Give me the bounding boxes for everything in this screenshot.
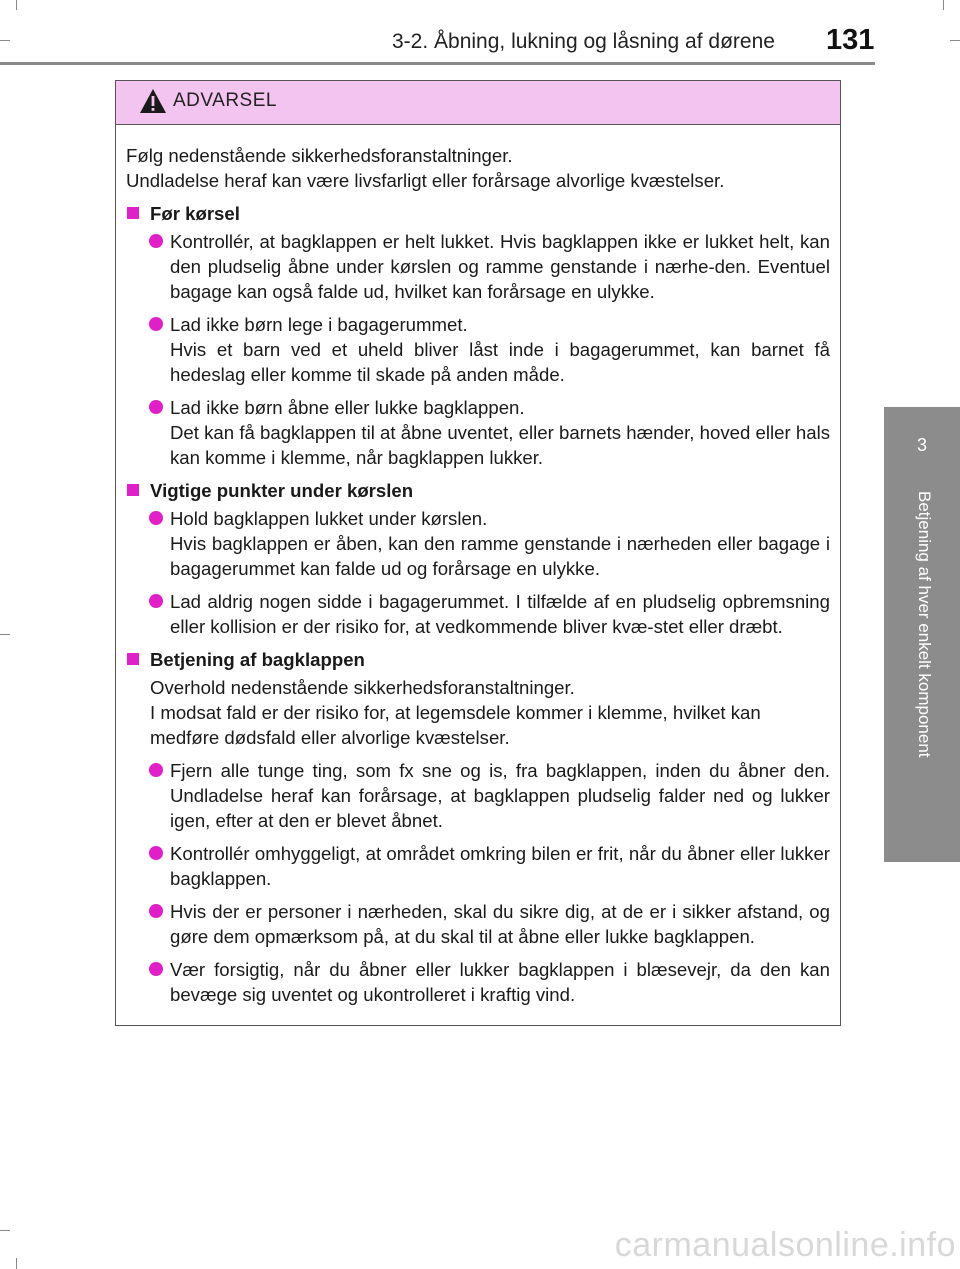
crop-mark (0, 1230, 10, 1231)
list-item-text: Det kan få bagklappen til at åbne uventet, eller barnets hænder, hoved eller hals kan komme i klemme, når bagklappen lukker. (170, 422, 830, 468)
list-item (126, 758, 830, 833)
crop-mark (16, 0, 17, 10)
list-item-text: Hvis et barn ved et uheld bliver låst inde i bagagerummet, kan barnet få hedeslag eller komme til skade på anden måde. (170, 339, 830, 385)
section-heading (126, 478, 830, 503)
round-bullet-icon (149, 962, 163, 976)
list-item (126, 395, 830, 470)
list-item-text: Hvis der er personer i nærheden, skal du sikre dig, at de er i sikker afstand, og gøre dem opmærksom på, at du skal til at åbne eller lukke bagklappen. (170, 901, 830, 947)
chapter-tab (884, 407, 960, 862)
chapter-number: 3 (916, 435, 927, 455)
list-item (126, 506, 830, 581)
section-heading (126, 201, 830, 226)
list-item (126, 957, 830, 1007)
warning-box (115, 80, 841, 1026)
list-item-text: Hold bagklappen lukket under kørslen. (170, 508, 488, 529)
list-item-text: Lad ikke børn lege i bagagerummet. (170, 314, 468, 335)
list-item (126, 229, 830, 304)
list-item-text: Hvis bagklappen er åben, kan den ramme genstande i nærheden eller bagage i bagagerummet kan falde ud og forårsage en ulykke. (170, 533, 830, 579)
warning-triangle-icon (139, 88, 167, 114)
section-heading (126, 647, 830, 672)
round-bullet-icon (149, 763, 163, 777)
list-item-text: Vær forsigtig, når du åbner eller lukker bagklappen i blæsevejr, da den kan bevæge sig uventet og ukontrolleret i kraftig vind. (170, 959, 830, 1005)
list-item (126, 312, 830, 387)
round-bullet-icon (149, 904, 163, 918)
intro-line: Undladelse heraf kan være livsfarligt eller forårsage alvorlige kvæstelser. (126, 170, 725, 191)
crop-mark (0, 634, 10, 635)
square-bullet-icon (127, 484, 139, 496)
header-rule (0, 62, 875, 65)
square-bullet-icon (127, 207, 139, 219)
round-bullet-icon (149, 594, 163, 608)
intro-line: Følg nedenstående sikkerhedsforanstaltninger. (126, 145, 513, 166)
list-item (126, 589, 830, 639)
warning-header (116, 81, 840, 125)
warning-body (116, 125, 840, 1007)
section-title: 3-2. Åbning, lukning og låsning af dørene (392, 30, 775, 53)
section-heading-text: Vigtige punkter under kørslen (150, 480, 414, 501)
crop-mark (950, 40, 960, 41)
section-heading-text: Før kørsel (150, 203, 240, 224)
square-bullet-icon (127, 653, 139, 665)
list-item (126, 899, 830, 949)
round-bullet-icon (149, 234, 163, 248)
warning-label: ADVARSEL (173, 90, 277, 111)
section-heading-text: Betjening af bagklappen (150, 649, 365, 670)
round-bullet-icon (149, 511, 163, 525)
list-item-text: Lad aldrig nogen sidde i bagagerummet. I tilfælde af en pludselig opbremsning eller kollision er der risiko for, at vedkommende bliver kvæ-stet eller dræbt. (170, 591, 830, 637)
chapter-title: Betjening af hver enkelt komponent (915, 491, 934, 758)
round-bullet-icon (149, 317, 163, 331)
warning-intro (126, 143, 830, 193)
crop-mark (943, 0, 944, 10)
list-item-text: Lad ikke børn åbne eller lukke bagklappen. (170, 397, 525, 418)
list-item-text: Kontrollér omhyggeligt, at området omkring bilen er frit, når du åbner eller lukker bagklappen. (170, 843, 830, 889)
page-number: 131 (826, 24, 875, 56)
round-bullet-icon (149, 400, 163, 414)
list-item-text: Kontrollér, at bagklappen er helt lukket. Hvis bagklappen ikke er lukket helt, kan den pludselig åbne under kørslen og ramme genstande i nærhe-den. Eventuel bagage kan også falde ud, hvilket kan forårsage en ulykke. (170, 231, 830, 302)
list-item-text: Fjern alle tunge ting, som fx sne og is, fra bagklappen, inden du åbner den. Undladelse heraf kan forårsage, at bagklappen pludselig falder ned og lukker igen, efter at den er blevet åbnet. (170, 760, 830, 831)
crop-mark (16, 1258, 17, 1269)
lead-line: Overhold nedenstående sikkerhedsforanstaltninger. (150, 677, 575, 698)
round-bullet-icon (149, 846, 163, 860)
crop-mark (0, 40, 10, 41)
section-lead (126, 675, 830, 750)
lead-line: I modsat fald er der risiko for, at legemsdele kommer i klemme, hvilket kan medføre dødsfald eller alvorlige kvæstelser. (150, 702, 761, 748)
list-item (126, 841, 830, 891)
watermark: carmanualsonline.info (614, 1226, 956, 1264)
